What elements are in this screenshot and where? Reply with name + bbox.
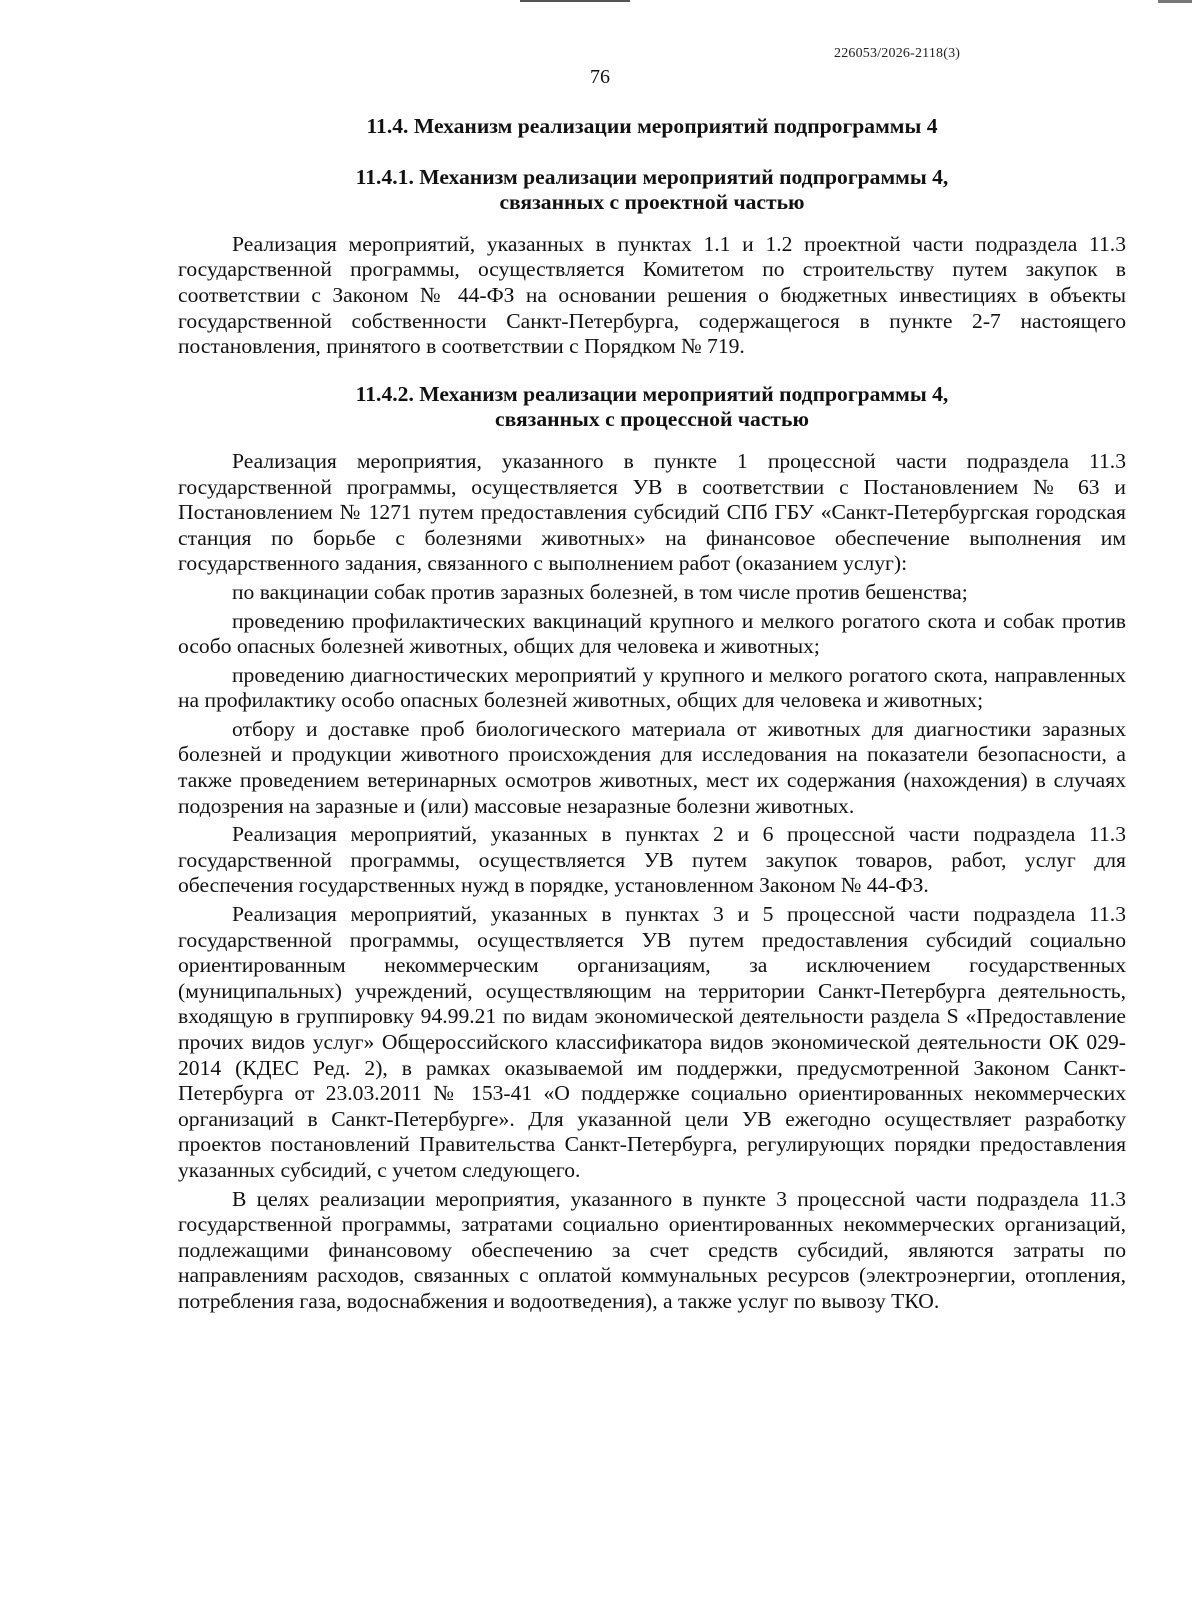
paragraph-process-item-1: Реализация мероприятия, указанного в пункте 1 процессной части подраздела 11.3 государственной программы, осуществляется УВ в соответствии с Постановлением № 63 и Постановлением № 1271 путем предоставления субсидий СПб ГБУ «Санкт-Петербургская городская станция по борьбе с болезнями животных» на финансовое обеспечение выполнения им государственного задания, связанного с выполнением работ (оказанием услуг): bbox=[178, 448, 1126, 576]
subsection-heading-11-4-1-line1: 11.4.1. Механизм реализации мероприятий подпрограммы 4, bbox=[355, 164, 949, 189]
paragraph-items-3-5: Реализация мероприятий, указанных в пунктах 3 и 5 процессной части подраздела 11.3 государственной программы, осуществляется УВ путем предоставления субсидий социально ориентированным некоммерческим организациям, за исключением государственных (муниципальных) учреждений, осуществляющим на территории Санкт-Петербурга деятельность, входящую в группировку 94.99.21 по видам экономической деятельности раздела S «Предоставление прочих видов услуг» Общероссийского классификатора видов экономической деятельности ОК 029-2014 (КДЕС Ред. 2), в рамках оказываемой им поддержки, предусмотренной Законом Санкт-Петербурга от 23.03.2011 № 153-41 «О поддержке социально ориентированных некоммерческих организаций в Санкт-Петербурге». Для указанной цели УВ ежегодно осуществляет разработку проектов постановлений Правительства Санкт-Петербурга, регулирующих порядки предоставления указанных субсидий, с учетом следующего. bbox=[178, 902, 1126, 1182]
paragraph-project-part: Реализация мероприятий, указанных в пунктах 1.1 и 1.2 проектной части подраздела 11.3 государственной программы, осуществляется Комитетом по строительству путем закупок в соответствии с Законом № 44-ФЗ на основании решения о бюджетных инвестициях в объекты государственной собственности Санкт-Петербурга, содержащегося в пункте 2-7 настоящего постановления, принятого в соответствии с Порядком № 719. bbox=[178, 231, 1126, 359]
list-item-preventive-vaccination: проведению профилактических вакцинаций крупного и мелкого рогатого скота и собак против особо опасных болезней животных, общих для человека и животных; bbox=[178, 608, 1126, 659]
document-id: 226053/2026-2118(3) bbox=[834, 46, 961, 61]
subsection-heading-11-4-2-line1: 11.4.2. Механизм реализации мероприятий подпрограммы 4, bbox=[355, 381, 949, 406]
document-body bbox=[178, 114, 1126, 1315]
list-item-dog-vaccination: по вакцинации собак против заразных болезней, в том числе против бешенства; bbox=[232, 579, 968, 604]
list-item-sampling: отбору и доставке проб биологического материала от животных для диагностики заразных болезней и продукции животного происхождения для исследования на показатели безопасности, а также проведением ветеринарных осмотров животных, мест их содержания (нахождения) в случаях подозрения на заразные и (или) массовые незаразные болезни животных. bbox=[178, 716, 1126, 818]
scan-artifact-corner bbox=[1158, 0, 1192, 3]
section-heading-11-4: 11.4. Механизм реализации мероприятий подпрограммы 4 bbox=[366, 114, 938, 138]
page-number: 76 bbox=[590, 66, 610, 88]
scan-artifact-top bbox=[520, 0, 630, 2]
list-item-diagnostics: проведению диагностических мероприятий у крупного и мелкого рогатого скота, направленных на профилактику особо опасных болезней животных, общих для человека и животных; bbox=[178, 662, 1126, 713]
subsection-heading-11-4-1-line2: связанных с проектной частью bbox=[499, 190, 805, 215]
subsection-heading-11-4-2-line2: связанных с процессной частью bbox=[495, 407, 809, 432]
paragraph-items-2-6: Реализация мероприятий, указанных в пунктах 2 и 6 процессной части подраздела 11.3 государственной программы, осуществляется УВ путем закупок товаров, работ, услуг для обеспечения государственных нужд в порядке, установленном Законом № 44-ФЗ. bbox=[178, 822, 1126, 898]
paragraph-item-3-costs: В целях реализации мероприятия, указанного в пункте 3 процессной части подраздела 11.3 государственной программы, затратами социально ориентированных некоммерческих организаций, подлежащими финансовому обеспечению за счет средств субсидий, являются затраты по направлениям расходов, связанных с оплатой коммунальных ресурсов (электроэнергии, отопления, потребления газа, водоснабжения и водоотведения), а также услуг по вывозу ТКО. bbox=[178, 1186, 1126, 1313]
